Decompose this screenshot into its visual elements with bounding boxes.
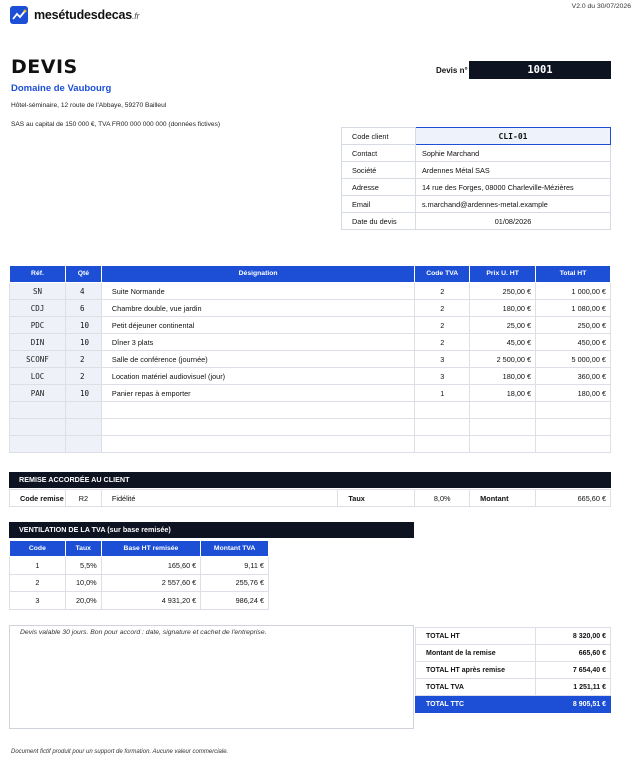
table-header-row	[10, 266, 611, 283]
line-total: 5 000,00 €	[536, 351, 611, 368]
line-designation: Salle de conférence (journée)	[101, 351, 414, 368]
vat-header-code: Code	[10, 541, 66, 557]
client-row	[342, 179, 611, 196]
line-total: 1 000,00 €	[536, 283, 611, 300]
line-total: 1 080,00 €	[536, 300, 611, 317]
table-row	[10, 385, 611, 402]
vat-section-title: VENTILATION DE LA TVA (sur base remisée)	[9, 522, 414, 538]
remise-rate-value: 8,0%	[415, 490, 470, 507]
line-qty[interactable]	[65, 436, 101, 453]
line-total: 450,00 €	[536, 334, 611, 351]
client-value: 01/08/2026	[416, 213, 611, 230]
client-value: Ardennes Métal SAS	[416, 162, 611, 179]
line-total: 180,00 €	[536, 385, 611, 402]
total-row	[416, 662, 611, 679]
footer-disclaimer: Document fictif produit pour un support de formation. Aucune valeur commerciale.	[11, 749, 229, 755]
col-header-ref: Réf.	[10, 266, 66, 283]
col-header-price: Prix U. HT	[470, 266, 536, 283]
table-row	[10, 300, 611, 317]
line-unit-price: 2 500,00 €	[470, 351, 536, 368]
vat-rate: 20,0%	[65, 592, 101, 610]
remise-amount-value: 665,60 €	[536, 490, 611, 507]
vat-header-base: Base HT remisée	[101, 541, 201, 557]
client-value: s.marchand@ardennes-metal.example	[416, 196, 611, 213]
total-label: Montant de la remise	[416, 645, 536, 662]
line-designation: Location matériel audiovisuel (jour)	[101, 368, 414, 385]
line-tva-code: 2	[415, 317, 470, 334]
line-tva-code	[415, 419, 470, 436]
line-qty[interactable]: 10	[65, 334, 101, 351]
table-row	[10, 574, 269, 592]
line-ref[interactable]: PAN	[10, 385, 66, 402]
line-tva-code: 3	[415, 368, 470, 385]
devis-number-field[interactable]: 1001	[469, 61, 611, 79]
vat-amount: 986,24 €	[201, 592, 269, 610]
line-total	[536, 436, 611, 453]
remise-amount-label: Montant	[470, 490, 536, 507]
line-qty[interactable]: 4	[65, 283, 101, 300]
col-header-total: Total HT	[536, 266, 611, 283]
line-designation: Panier repas à emporter	[101, 385, 414, 402]
line-ref[interactable]	[10, 402, 66, 419]
version-label: V2.0 du 30/07/2026	[571, 3, 631, 10]
line-qty[interactable]: 10	[65, 317, 101, 334]
line-qty[interactable]: 6	[65, 300, 101, 317]
table-row	[10, 283, 611, 300]
line-designation: Petit déjeuner continental	[101, 317, 414, 334]
total-value: 8 320,00 €	[536, 628, 611, 645]
line-total: 360,00 €	[536, 368, 611, 385]
line-ref[interactable]: SN	[10, 283, 66, 300]
vat-base: 2 557,60 €	[101, 574, 201, 592]
line-ref[interactable]: PDC	[10, 317, 66, 334]
trend-chart-icon	[10, 6, 28, 24]
client-row	[342, 162, 611, 179]
line-ref[interactable]	[10, 419, 66, 436]
vat-amount: 9,11 €	[201, 557, 269, 575]
line-unit-price: 25,00 €	[470, 317, 536, 334]
table-row	[10, 419, 611, 436]
line-qty[interactable]: 2	[65, 368, 101, 385]
table-row	[10, 592, 269, 610]
total-value: 1 251,11 €	[536, 679, 611, 696]
line-unit-price	[470, 402, 536, 419]
total-row	[416, 628, 611, 645]
total-row	[416, 645, 611, 662]
line-designation: Suite Normande	[101, 283, 414, 300]
line-total: 250,00 €	[536, 317, 611, 334]
client-info-table	[341, 127, 611, 230]
brand-name: mesétudesdecas.fr	[34, 8, 140, 22]
line-ref[interactable]: LOC	[10, 368, 66, 385]
vat-base: 165,60 €	[101, 557, 201, 575]
client-row	[342, 213, 611, 230]
remise-rate-label: Taux	[338, 490, 415, 507]
brand-tld: .fr	[131, 11, 140, 21]
remise-table	[9, 489, 611, 507]
line-qty[interactable]	[65, 419, 101, 436]
line-ref[interactable]: SCONF	[10, 351, 66, 368]
line-unit-price	[470, 419, 536, 436]
total-value: 665,60 €	[536, 645, 611, 662]
total-ttc-value: 8 905,51 €	[536, 696, 611, 713]
client-value: Sophie Marchand	[416, 145, 611, 162]
vat-base: 4 931,20 €	[101, 592, 201, 610]
line-tva-code: 1	[415, 385, 470, 402]
company-name: Domaine de Vaubourg	[11, 83, 112, 94]
line-unit-price: 18,00 €	[470, 385, 536, 402]
client-row	[342, 145, 611, 162]
line-unit-price: 180,00 €	[470, 368, 536, 385]
client-row	[342, 196, 611, 213]
line-qty[interactable]: 2	[65, 351, 101, 368]
vat-rate: 5,5%	[65, 557, 101, 575]
client-label: Contact	[342, 145, 416, 162]
col-header-qty: Qté	[65, 266, 101, 283]
line-unit-price	[470, 436, 536, 453]
total-ttc-row	[416, 696, 611, 713]
vat-breakdown-table	[9, 540, 269, 610]
line-qty[interactable]: 10	[65, 385, 101, 402]
total-value: 7 654,40 €	[536, 662, 611, 679]
table-row	[10, 436, 611, 453]
vat-amount: 255,76 €	[201, 574, 269, 592]
vat-rate: 10,0%	[65, 574, 101, 592]
table-row	[10, 334, 611, 351]
total-label: TOTAL HT	[416, 628, 536, 645]
line-tva-code: 3	[415, 351, 470, 368]
total-ttc-label: TOTAL TTC	[416, 696, 536, 713]
table-header-row	[10, 541, 269, 557]
brand-logo	[10, 6, 139, 24]
remise-code-input[interactable]: R2	[65, 490, 101, 507]
client-row	[342, 128, 611, 145]
line-tva-code: 2	[415, 334, 470, 351]
line-designation	[101, 436, 414, 453]
line-designation	[101, 402, 414, 419]
line-designation: Chambre double, vue jardin	[101, 300, 414, 317]
vat-header-amount: Montant TVA	[201, 541, 269, 557]
remise-name: Fidélité	[101, 490, 338, 507]
table-row	[10, 402, 611, 419]
total-row	[416, 679, 611, 696]
line-unit-price: 250,00 €	[470, 283, 536, 300]
total-label: TOTAL HT après remise	[416, 662, 536, 679]
line-designation: Dîner 3 plats	[101, 334, 414, 351]
company-legal: SAS au capital de 150 000 €, TVA FR00 000 000 000 (données fictives)	[11, 121, 221, 128]
table-row	[10, 557, 269, 575]
table-row	[10, 351, 611, 368]
devis-number-label: Devis n°	[436, 66, 468, 75]
col-header-tva: Code TVA	[415, 266, 470, 283]
remise-row	[10, 490, 611, 507]
vat-code: 1	[10, 557, 66, 575]
total-label: TOTAL TVA	[416, 679, 536, 696]
line-tva-code	[415, 436, 470, 453]
client-label: Société	[342, 162, 416, 179]
totals-table	[415, 627, 611, 713]
line-qty[interactable]	[65, 402, 101, 419]
doc-title: DEVIS	[11, 56, 78, 78]
line-ref[interactable]: DIN	[10, 334, 66, 351]
line-unit-price: 45,00 €	[470, 334, 536, 351]
client-label: Code client	[342, 128, 416, 145]
line-ref[interactable]	[10, 436, 66, 453]
line-tva-code	[415, 402, 470, 419]
line-tva-code: 2	[415, 283, 470, 300]
table-row	[10, 317, 611, 334]
company-address: Hôtel-séminaire, 12 route de l'Abbaye, 59270 Bailleul	[11, 102, 167, 109]
col-header-designation: Désignation	[101, 266, 414, 283]
client-label: Email	[342, 196, 416, 213]
vat-code: 2	[10, 574, 66, 592]
line-total	[536, 402, 611, 419]
remise-section-title: REMISE ACCORDÉE AU CLIENT	[9, 472, 611, 488]
line-designation	[101, 419, 414, 436]
line-unit-price: 180,00 €	[470, 300, 536, 317]
client-code-input[interactable]: CLI-01	[416, 128, 611, 145]
remise-code-label: Code remise	[10, 490, 66, 507]
line-tva-code: 2	[415, 300, 470, 317]
table-row	[10, 368, 611, 385]
vat-header-rate: Taux	[65, 541, 101, 557]
quote-lines-table	[9, 265, 611, 453]
line-total	[536, 419, 611, 436]
quote-lines-body	[10, 283, 611, 453]
line-ref[interactable]: CDJ	[10, 300, 66, 317]
client-label: Date du devis	[342, 213, 416, 230]
client-label: Adresse	[342, 179, 416, 196]
notes-box[interactable]: Devis valable 30 jours. Bon pour accord : date, signature et cachet de l'entreprise.	[9, 625, 414, 729]
vat-code: 3	[10, 592, 66, 610]
client-value: 14 rue des Forges, 08000 Charleville-Mézières	[416, 179, 611, 196]
